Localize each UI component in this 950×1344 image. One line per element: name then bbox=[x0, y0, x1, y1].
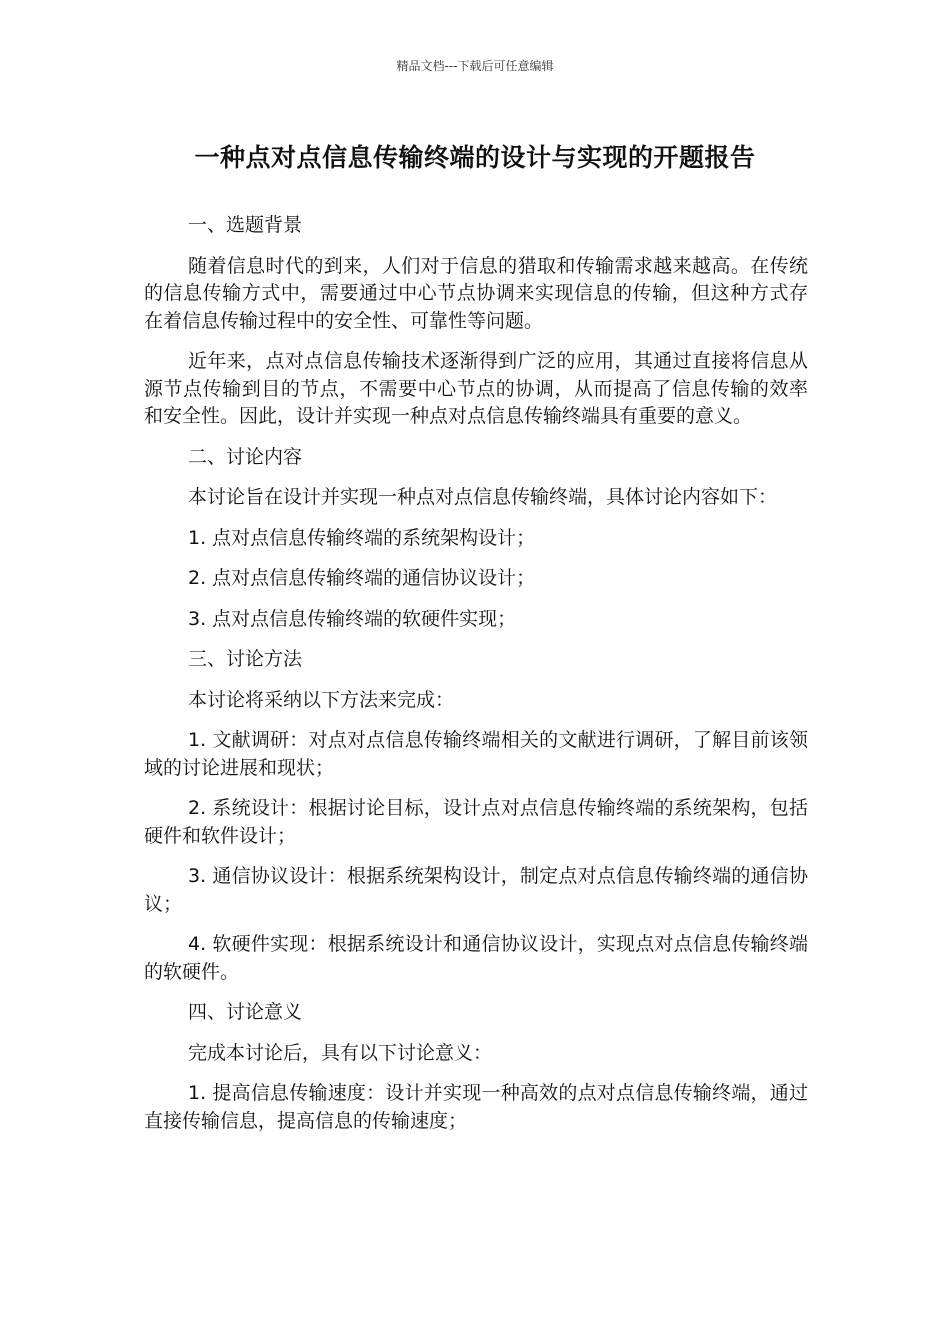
section-heading-significance: 四、讨论意义 bbox=[188, 1001, 303, 1023]
list-item-significance-1: 1. 提高信息传输速度：设计并实现一种高效的点对点信息传输终端，通过直接传输信息，提高信息的传输速度； bbox=[144, 1082, 808, 1132]
paragraph-background-1: 随着信息时代的到来，人们对于信息的猎取和传输需求越来越高。在传统的信息传输方式中，需要通过中心节点协调来实现信息的传输，但这种方式存在着信息传输过程中的安全性、可靠性等问题。 bbox=[144, 254, 808, 332]
section-heading-content: 二、讨论内容 bbox=[188, 445, 303, 468]
paragraph-background-2: 近年来，点对点信息传输技术逐渐得到广泛的应用，其通过直接将信息从源节点传输到目的节点，不需要中心节点的协调，从而提高了信息传输的效率和安全性。因此，设计并实现一种点对点信息传输终端具有重要的意义。 bbox=[144, 350, 808, 427]
list-item-method-4: 4. 软硬件实现：根据系统设计和通信协议设计，实现点对点信息传输终端的软硬件。 bbox=[144, 933, 808, 983]
list-item-content-1: 1. 点对点信息传输终端的系统架构设计； bbox=[188, 526, 536, 549]
list-item-method-3: 3. 通信协议设计：根据系统架构设计，制定点对点信息传输终端的通信协议； bbox=[144, 865, 808, 915]
document-body bbox=[144, 212, 808, 1148]
document-title: 一种点对点信息传输终端的设计与实现的开题报告 bbox=[194, 143, 756, 172]
section-heading-method: 三、讨论方法 bbox=[188, 648, 303, 670]
header-note: 精品文档---下载后可任意编辑 bbox=[396, 59, 554, 73]
list-item-content-3: 3. 点对点信息传输终端的软硬件实现； bbox=[188, 607, 517, 630]
paragraph-content-intro: 本讨论旨在设计并实现一种点对点信息传输终端，具体讨论内容如下： bbox=[188, 486, 778, 508]
section-heading-background: 一、选题背景 bbox=[188, 214, 303, 236]
paragraph-significance-intro: 完成本讨论后，具有以下讨论意义： bbox=[188, 1041, 493, 1064]
list-item-method-1: 1. 文献调研：对点对点信息传输终端相关的文献进行调研，了解目前该领域的讨论进展和现状； bbox=[144, 729, 808, 779]
paragraph-method-intro: 本讨论将采纳以下方法来完成： bbox=[188, 688, 455, 711]
list-item-content-2: 2. 点对点信息传输终端的通信协议设计； bbox=[188, 567, 536, 589]
list-item-method-2: 2. 系统设计：根据讨论目标，设计点对点信息传输终端的系统架构，包括硬件和软件设计； bbox=[144, 797, 808, 847]
